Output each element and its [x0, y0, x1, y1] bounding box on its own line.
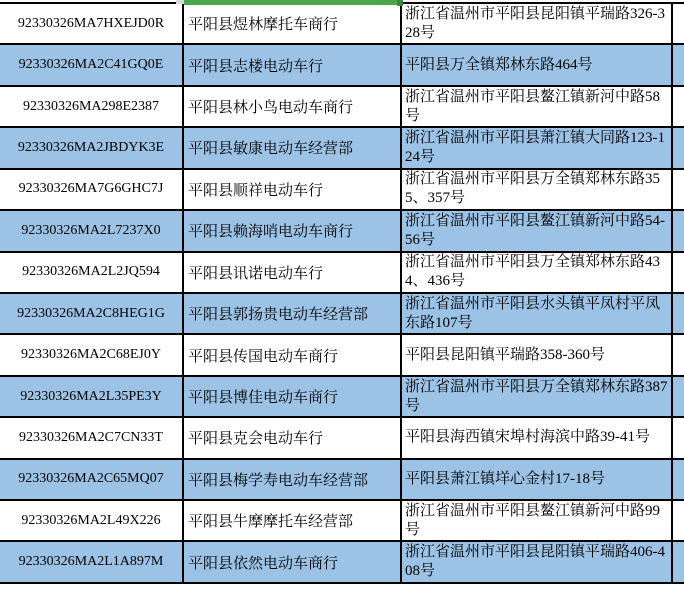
table-row — [0, 170, 684, 211]
cell-address[interactable]: 浙江省温州市平阳县万全镇郑林东路434、436号 — [402, 253, 673, 292]
cell-credit-code[interactable]: 92330326MA2C65MQ07 — [0, 460, 184, 499]
cell-business-name[interactable]: 平阳县讯诺电动车行 — [184, 253, 402, 292]
cell-overflow-sliver — [673, 128, 684, 167]
cell-credit-code[interactable]: 92330326MA2L2JQ594 — [0, 253, 184, 292]
cell-overflow-sliver — [673, 542, 684, 581]
cell-credit-code[interactable]: 92330326MA2L7237X0 — [0, 211, 184, 250]
cell-business-name[interactable]: 平阳县郭扬贵电动车经营部 — [184, 294, 402, 333]
cell-overflow-sliver — [673, 253, 684, 292]
table-row — [0, 45, 684, 86]
cell-business-name[interactable]: 平阳县依然电动车商行 — [184, 542, 402, 581]
cell-business-name[interactable]: 平阳县赖海哨电动车商行 — [184, 211, 402, 250]
cell-address[interactable]: 浙江省温州市平阳县鳌江镇新河中路99号 — [402, 501, 673, 540]
table-row — [0, 418, 684, 459]
table-row — [0, 253, 684, 294]
cell-address[interactable]: 浙江省温州市平阳县昆阳镇平瑞路406-408号 — [402, 542, 673, 581]
cell-address[interactable]: 浙江省温州市平阳县万全镇郑林东路387号 — [402, 377, 673, 416]
cell-address[interactable]: 浙江省温州市平阳县昆阳镇平瑞路326-328号 — [402, 4, 673, 43]
cell-business-name[interactable]: 平阳县博佳电动车商行 — [184, 377, 402, 416]
cell-credit-code[interactable]: 92330326MA2JBDYK3E — [0, 128, 184, 167]
cell-credit-code[interactable]: 92330326MA2C41GQ0E — [0, 45, 184, 84]
cell-address[interactable]: 平阳县海西镇宋埠村海滨中路39-41号 — [402, 418, 673, 457]
cell-business-name[interactable]: 平阳县志楼电动车行 — [184, 45, 402, 84]
cell-business-name[interactable]: 平阳县顺祥电动车行 — [184, 170, 402, 209]
cell-business-name[interactable]: 平阳县梅学寿电动车经营部 — [184, 460, 402, 499]
cell-credit-code[interactable]: 92330326MA2L49X226 — [0, 501, 184, 540]
cell-credit-code[interactable]: 92330326MA2L1A897M — [0, 542, 184, 581]
cell-overflow-sliver — [673, 211, 684, 250]
cell-overflow-sliver — [673, 45, 684, 84]
cell-address[interactable]: 浙江省温州市平阳县万全镇郑林东路355、357号 — [402, 170, 673, 209]
cell-credit-code[interactable]: 92330326MA298E2387 — [0, 87, 184, 126]
cell-address[interactable]: 平阳县万全镇郑林东路464号 — [402, 45, 673, 84]
cell-selection-border — [184, 0, 403, 5]
cell-overflow-sliver — [673, 418, 684, 457]
cell-overflow-sliver — [673, 87, 684, 126]
cell-address[interactable]: 平阳县昆阳镇平瑞路358-360号 — [402, 335, 673, 374]
cell-credit-code[interactable]: 92330326MA2C7CN33T — [0, 418, 184, 457]
cell-business-name[interactable]: 平阳县牛摩摩托车经营部 — [184, 501, 402, 540]
cell-credit-code[interactable]: 92330326MA2C8HEG1G — [0, 294, 184, 333]
cell-overflow-sliver — [673, 4, 684, 43]
cell-overflow-sliver — [673, 460, 684, 499]
cell-overflow-sliver — [673, 170, 684, 209]
cell-address[interactable]: 平阳县萧江镇垟心金村17-18号 — [402, 460, 673, 499]
cell-address[interactable]: 浙江省温州市平阳县水头镇平凤村平凤东路107号 — [402, 294, 673, 333]
table-row — [0, 460, 684, 501]
cell-overflow-sliver — [673, 335, 684, 374]
cell-overflow-sliver — [673, 294, 684, 333]
table-row — [0, 4, 684, 45]
table-row — [0, 128, 684, 169]
cell-business-name[interactable]: 平阳县煜林摩托车商行 — [184, 4, 402, 43]
cell-credit-code[interactable]: 92330326MA7G6GHC7J — [0, 170, 184, 209]
table-row — [0, 211, 684, 252]
cell-credit-code[interactable]: 92330326MA2L35PE3Y — [0, 377, 184, 416]
cell-selection-handle[interactable] — [397, 0, 403, 6]
cell-address[interactable]: 浙江省温州市平阳县鳌江镇新河中路58号 — [402, 87, 673, 126]
cell-business-name[interactable]: 平阳县林小鸟电动车商行 — [184, 87, 402, 126]
table-row — [0, 87, 684, 128]
cell-credit-code[interactable]: 92330326MA7HXEJD0R — [0, 4, 184, 43]
table-row — [0, 501, 684, 542]
cell-credit-code[interactable]: 92330326MA2C68EJ0Y — [0, 335, 184, 374]
cell-business-name[interactable]: 平阳县传国电动车商行 — [184, 335, 402, 374]
table-row — [0, 335, 684, 376]
table-row — [0, 542, 684, 583]
table-row — [0, 294, 684, 335]
table — [0, 2, 684, 584]
cell-address[interactable]: 浙江省温州市平阳县鳌江镇新河中路54-56号 — [402, 211, 673, 250]
cell-overflow-sliver — [673, 501, 684, 540]
cell-business-name[interactable]: 平阳县克会电动车行 — [184, 418, 402, 457]
cell-overflow-sliver — [673, 377, 684, 416]
cell-address[interactable]: 浙江省温州市平阳县萧江镇大同路123-124号 — [402, 128, 673, 167]
table-row — [0, 377, 684, 418]
cell-business-name[interactable]: 平阳县敏康电动车经营部 — [184, 128, 402, 167]
selection-corner-gray — [176, 0, 184, 4]
